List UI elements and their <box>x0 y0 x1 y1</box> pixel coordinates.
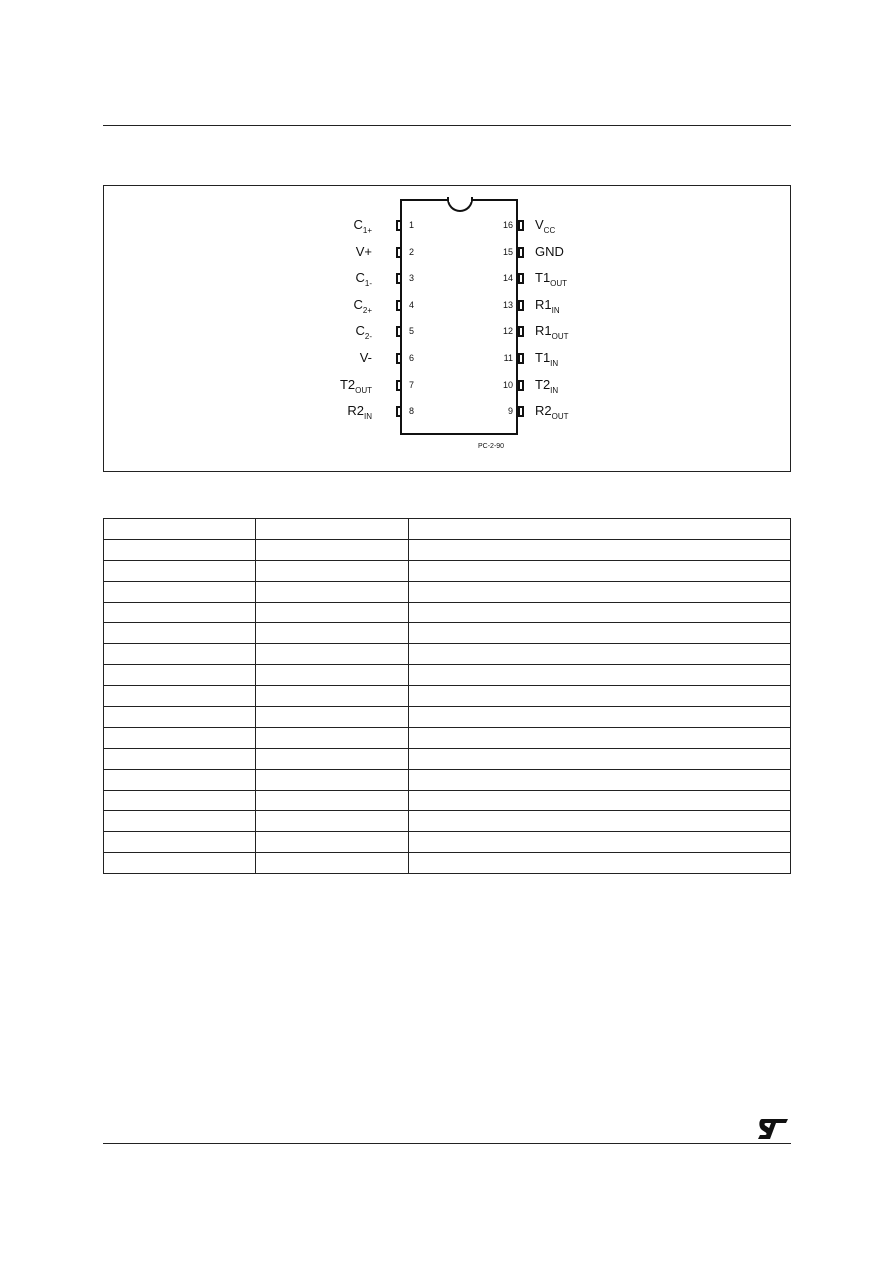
pin-signal-label <box>535 245 564 259</box>
table-cell <box>256 707 409 728</box>
table-cell <box>256 686 409 707</box>
ic-package-body <box>400 199 518 435</box>
table-cell <box>409 560 791 581</box>
table-cell <box>104 727 256 748</box>
pin-signal-text: C <box>355 270 365 286</box>
pin-signal-text: C <box>353 296 363 312</box>
pin-signal-label <box>332 404 372 424</box>
pin-number: 8 <box>409 406 415 417</box>
table-cell <box>104 707 256 728</box>
pin-signal-text: R1 <box>535 323 552 339</box>
table-cell <box>104 790 256 811</box>
pin-signal-subscript: IN <box>551 305 560 315</box>
pin-signal-label <box>535 404 569 424</box>
pin-number: 2 <box>409 246 415 257</box>
table-cell <box>104 769 256 790</box>
table-cell <box>256 665 409 686</box>
table-row <box>104 769 791 790</box>
pin-signal-subscript: 2- <box>364 332 372 342</box>
header-rule <box>103 125 791 126</box>
pin-signal-subscript: OUT <box>551 412 569 422</box>
table-cell <box>409 790 791 811</box>
pin-signal-text: T2 <box>535 376 551 392</box>
pin-signal-label <box>535 271 567 291</box>
table-cell <box>104 748 256 769</box>
table-cell <box>104 623 256 644</box>
pin-signal-text: R2 <box>535 403 552 419</box>
table-cell <box>256 790 409 811</box>
pin-signal-subscript: 1- <box>364 279 372 289</box>
table-cell <box>104 811 256 832</box>
table-cell <box>104 686 256 707</box>
table-cell <box>256 832 409 853</box>
table-cell <box>409 665 791 686</box>
table-cell <box>256 602 409 623</box>
table-cell <box>409 539 791 560</box>
table-cell <box>409 811 791 832</box>
pin-lead <box>396 300 402 311</box>
table-row <box>104 727 791 748</box>
table-row <box>104 811 791 832</box>
table-row <box>104 748 791 769</box>
table-cell <box>256 581 409 602</box>
table-row <box>104 623 791 644</box>
pin-signal-text: C <box>355 323 365 339</box>
pin-number: 9 <box>507 406 513 417</box>
table-row <box>104 832 791 853</box>
pin-signal-text: R1 <box>535 296 552 312</box>
table-cell <box>409 644 791 665</box>
table-cell <box>104 832 256 853</box>
pin-signal-label <box>332 351 372 365</box>
pin-lead <box>396 326 402 337</box>
table-row <box>104 539 791 560</box>
pin-lead <box>396 353 402 364</box>
pin-lead <box>518 326 524 337</box>
pin-number: 6 <box>409 353 415 363</box>
table-cell <box>104 519 256 540</box>
table-cell <box>409 769 791 790</box>
pin-signal-text: C <box>353 217 363 232</box>
pin-signal-text: V+ <box>355 243 372 259</box>
pin-signal-text: T2 <box>339 376 356 392</box>
diagram-reference-code: PC-2-90 <box>478 443 505 450</box>
table-row <box>104 853 791 874</box>
table-row <box>104 790 791 811</box>
pin-signal-subscript: IN <box>364 412 372 422</box>
pin-number: 7 <box>409 379 415 390</box>
pin-number: 12 <box>502 326 513 337</box>
table-cell <box>104 539 256 560</box>
pin-signal-text: T1 <box>535 270 551 286</box>
st-logo-mark <box>758 1119 788 1139</box>
pin-signal-label <box>535 298 560 318</box>
pin-number: 5 <box>409 326 415 337</box>
table-cell <box>409 602 791 623</box>
table-cell <box>104 560 256 581</box>
table-cell <box>409 581 791 602</box>
table-cell <box>104 853 256 874</box>
pin-signal-label <box>332 245 372 259</box>
table-cell <box>104 665 256 686</box>
pin-signal-subscript: OUT <box>551 332 569 342</box>
pin-lead <box>396 247 402 258</box>
pin-number: 4 <box>409 299 415 310</box>
table-cell <box>256 623 409 644</box>
pin-signal-label <box>332 271 372 291</box>
table-row <box>104 581 791 602</box>
table-cell <box>256 811 409 832</box>
pin-description-table <box>103 518 791 874</box>
pin-lead <box>518 247 524 258</box>
pin-signal-label <box>332 324 372 344</box>
pin-signal-subscript: 2+ <box>362 305 372 315</box>
pin-signal-subscript: CC <box>543 226 556 235</box>
table-cell <box>409 727 791 748</box>
table-cell <box>256 727 409 748</box>
table-cell <box>256 539 409 560</box>
pin-signal-label <box>535 378 558 398</box>
pin-lead <box>518 353 524 364</box>
table-row <box>104 602 791 623</box>
pin-signal-text: V <box>535 217 544 232</box>
table-cell <box>409 519 791 540</box>
table-cell <box>256 519 409 540</box>
pin-signal-subscript: OUT <box>550 279 568 289</box>
pin-number: 13 <box>502 299 513 310</box>
table-row <box>104 707 791 728</box>
pin-lead <box>518 273 524 284</box>
pin-signal-label <box>332 378 372 398</box>
pin-number: 14 <box>502 273 513 284</box>
pin-signal-text: GND <box>535 243 564 259</box>
table-cell <box>256 853 409 874</box>
pin-signal-text: T1 <box>535 350 551 365</box>
table-cell <box>409 686 791 707</box>
pin-signal-subscript: IN <box>550 385 559 395</box>
pin-signal-subscript: OUT <box>355 385 372 395</box>
pin-signal-subscript: IN <box>550 359 559 368</box>
table-row <box>104 644 791 665</box>
pin-signal-label <box>332 218 372 238</box>
pin-signal-label <box>535 351 558 371</box>
pin-number: 10 <box>502 379 513 390</box>
table-cell <box>256 644 409 665</box>
pin-number: 11 <box>503 353 513 363</box>
pin-signal-label <box>535 218 555 238</box>
table-cell <box>104 602 256 623</box>
pin-lead <box>396 406 402 417</box>
table-row <box>104 519 791 540</box>
pin-number: 1 <box>409 220 415 230</box>
table-cell <box>256 769 409 790</box>
pin-number: 15 <box>502 246 513 257</box>
pin-signal-label <box>332 298 372 318</box>
pin-lead <box>396 220 402 231</box>
table-cell <box>104 644 256 665</box>
table-cell <box>256 560 409 581</box>
pin-lead <box>396 380 402 391</box>
pin-signal-label <box>535 324 569 344</box>
pin-signal-text: V- <box>359 350 372 365</box>
footer-rule <box>103 1143 791 1144</box>
table-cell <box>409 748 791 769</box>
table-cell <box>104 581 256 602</box>
pin-lead <box>518 220 524 231</box>
table-cell <box>409 707 791 728</box>
table-row <box>104 560 791 581</box>
table-cell <box>409 832 791 853</box>
table-row <box>104 665 791 686</box>
table-cell <box>409 853 791 874</box>
table-row <box>104 686 791 707</box>
pin-signal-subscript: 1+ <box>362 226 372 235</box>
pin-lead <box>518 380 524 391</box>
pin-lead <box>518 406 524 417</box>
pin-lead <box>396 273 402 284</box>
st-logo <box>756 1117 790 1141</box>
pin-lead <box>518 300 524 311</box>
pin-number: 3 <box>409 273 415 284</box>
pin-number: 16 <box>502 220 513 230</box>
table-cell <box>409 623 791 644</box>
pin-signal-text: R2 <box>347 403 364 419</box>
table-cell <box>256 748 409 769</box>
